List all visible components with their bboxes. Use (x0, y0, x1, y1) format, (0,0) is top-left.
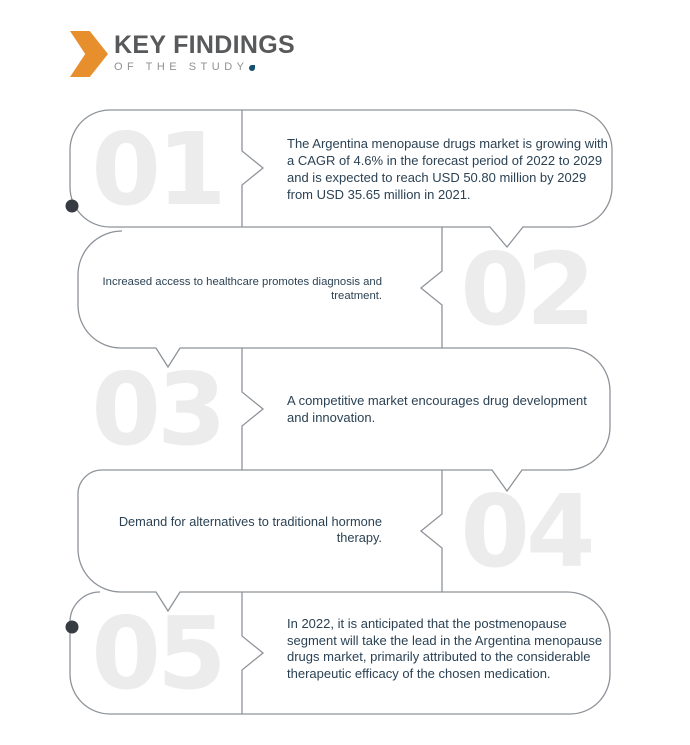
finding-3-number: 03 (91, 351, 223, 468)
finding-1-text: The Argentina menopause drugs market is growing with a CAGR of 4.6% in the forecast period of 2022 to 2029 and is expected to reach USD 50.80 million by 2029 from USD 35.65 million in 2021. (287, 136, 608, 202)
page-title: KEY FINDINGS (114, 31, 295, 59)
divider-3 (242, 348, 263, 470)
finding-5-number: 05 (91, 595, 223, 712)
finding-3-text: A competitive market encourages drug development and innovation. (287, 393, 587, 425)
connector-dot-bottom (66, 621, 79, 634)
finding-2-number: 02 (460, 231, 592, 348)
finding-2-text: Increased access to healthcare promotes diagnosis and treatment. (102, 276, 382, 302)
finding-4-number: 04 (460, 473, 592, 590)
divider-4 (421, 470, 442, 592)
divider-2 (421, 227, 442, 348)
divider-5 (242, 592, 263, 714)
divider-1 (242, 110, 263, 227)
finding-5-text: In 2022, it is anticipated that the postmenopause segment will take the lead in the Argentina menopause drugs market, primarily attributed to the considerable therapeutic efficacy of the chosen medication. (287, 616, 603, 681)
finding-1-number: 01 (91, 111, 223, 228)
connector-dot-top (66, 200, 79, 213)
page-subtitle: OF THE STUDY (114, 61, 249, 73)
finding-4-text: Demand for alternatives to traditional hormone therapy. (118, 514, 382, 545)
